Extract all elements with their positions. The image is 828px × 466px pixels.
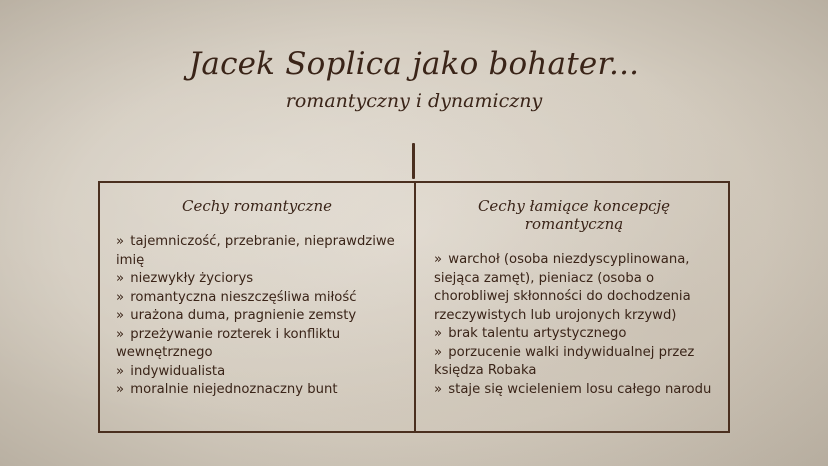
list-item — [434, 381, 714, 400]
list-item-text: tajemniczość, przebranie, nieprawdziwe imię — [116, 234, 395, 268]
bullet-mark: » — [116, 308, 125, 323]
list-item — [116, 233, 398, 270]
bullet-mark: » — [116, 271, 125, 286]
bullet-mark: » — [434, 326, 443, 341]
bullet-mark: » — [434, 344, 443, 360]
slide-subtitle: romantyczny i dynamiczny — [285, 90, 543, 112]
list-item-text: staje się wcieleniem losu całego narodu — [448, 381, 712, 397]
list-item-text: indywidualista — [130, 363, 226, 379]
bullet-mark: » — [116, 326, 125, 342]
list-item — [116, 363, 398, 382]
bullet-mark: » — [116, 382, 125, 397]
list-item-text: przeżywanie rozterek i konfliktu wewnętrznego — [116, 326, 341, 360]
bullet-mark: » — [434, 381, 443, 397]
list-item — [116, 326, 398, 363]
romantic-traits-list — [116, 233, 398, 400]
list-item — [116, 270, 398, 289]
bullet-mark: » — [116, 289, 125, 305]
bullet-mark: » — [434, 252, 443, 267]
anti-romantic-traits-list — [434, 251, 714, 399]
list-item — [434, 325, 714, 344]
list-item-text: brak talentu artystycznego — [448, 326, 627, 341]
bullet-mark: » — [116, 234, 125, 249]
list-item — [116, 289, 398, 308]
column-heading-romantic: Cechy romantyczne — [181, 197, 333, 215]
bullet-mark: » — [116, 363, 125, 379]
column-romantic-traits — [100, 183, 414, 431]
list-item-text: moralnie niejednoznaczny bunt — [130, 382, 338, 397]
list-item — [116, 381, 398, 400]
list-item-text: romantyczna nieszczęśliwa miłość — [130, 289, 357, 305]
list-item — [434, 344, 714, 381]
slide-title: Jacek Soplica jako bohater... — [188, 46, 640, 82]
list-item-text: warchoł (osoba niezdyscyplinowana, siejąca zamęt), pieniacz (osoba o chorobliwej skłonności do dochodzenia rzeczywistych lub urojonych krzywd) — [434, 252, 691, 323]
list-item-text: porzucenie walki indywidualnej przez księdza Robaka — [434, 344, 695, 378]
connector-line — [412, 143, 415, 179]
list-item-text: niezwykły życiorys — [130, 271, 254, 286]
column-heading-anti-romantic: Cechy łamiące koncepcję romantyczną — [477, 197, 671, 233]
column-anti-romantic-traits — [416, 183, 728, 431]
list-item-text: urażona duma, pragnienie zemsty — [130, 308, 357, 323]
list-item — [116, 307, 398, 326]
list-item — [434, 251, 714, 325]
comparison-table — [98, 181, 730, 433]
